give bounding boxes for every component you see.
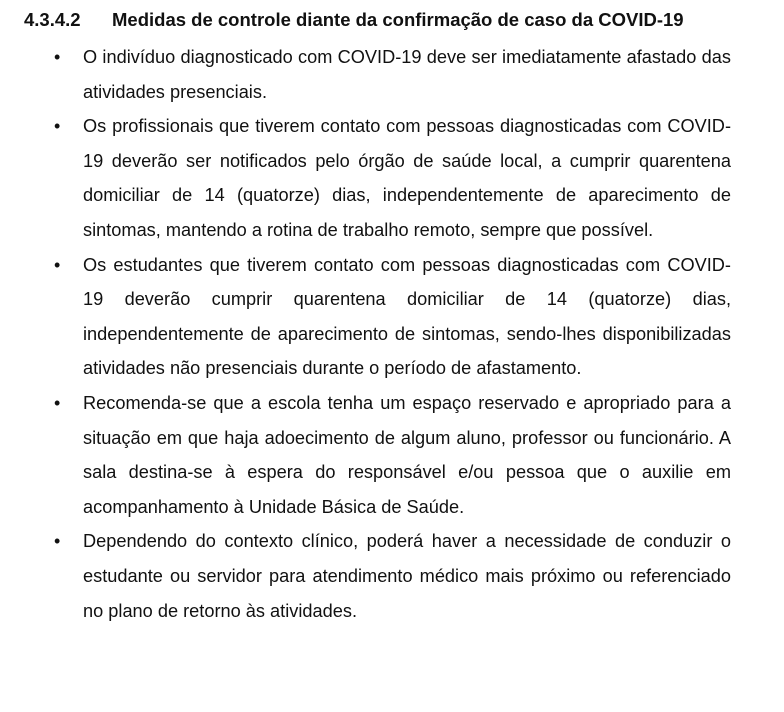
bullet-icon: •	[54, 254, 61, 275]
section-heading	[24, 9, 764, 31]
list-item	[0, 109, 784, 247]
measures-list	[0, 40, 784, 628]
list-item	[0, 386, 784, 524]
section-title: Medidas de controle diante da confirmação de caso da COVID-19	[112, 9, 684, 30]
list-item	[0, 40, 784, 109]
bullet-icon: •	[54, 392, 61, 413]
bullet-icon: •	[54, 116, 61, 137]
bullet-icon: •	[54, 47, 61, 67]
list-item-text: Os estudantes que tiverem contato com pessoas diagnosticadas com COVID-19 deverão cumprir quarentena domiciliar de 14 (quatorze) dias, independentemente de aparecimento de sintomas, sendo-lhes disponibilizadas atividades não presenciais durante o período de afastamento.	[83, 254, 731, 379]
list-item-text: Os profissionais que tiverem contato com pessoas diagnosticadas com COVID-19 deverão ser notificados pelo órgão de saúde local, a cumprir quarentena domiciliar de 14 (quatorze) dias, independentemente de aparecimento de sintomas, mantendo a rotina de trabalho remoto, sempre que possível.	[83, 116, 731, 240]
list-item	[0, 248, 784, 386]
list-item-text: O indivíduo diagnosticado com COVID-19 deve ser imediatamente afastado das atividades presenciais.	[83, 47, 731, 102]
list-item-text: Dependendo do contexto clínico, poderá haver a necessidade de conduzir o estudante ou servidor para atendimento médico mais próximo ou referenciado no plano de retorno às atividades.	[83, 531, 731, 621]
bullet-icon: •	[54, 531, 61, 552]
section-number: 4.3.4.2	[24, 9, 81, 30]
list-item-text: Recomenda-se que a escola tenha um espaço reservado e apropriado para a situação em que haja adoecimento de algum aluno, professor ou funcionário. A sala destina-se à espera do responsável e/ou pessoa que o auxilie em acompanhamento à Unidade Básica de Saúde.	[83, 392, 731, 517]
list-item	[0, 524, 784, 628]
